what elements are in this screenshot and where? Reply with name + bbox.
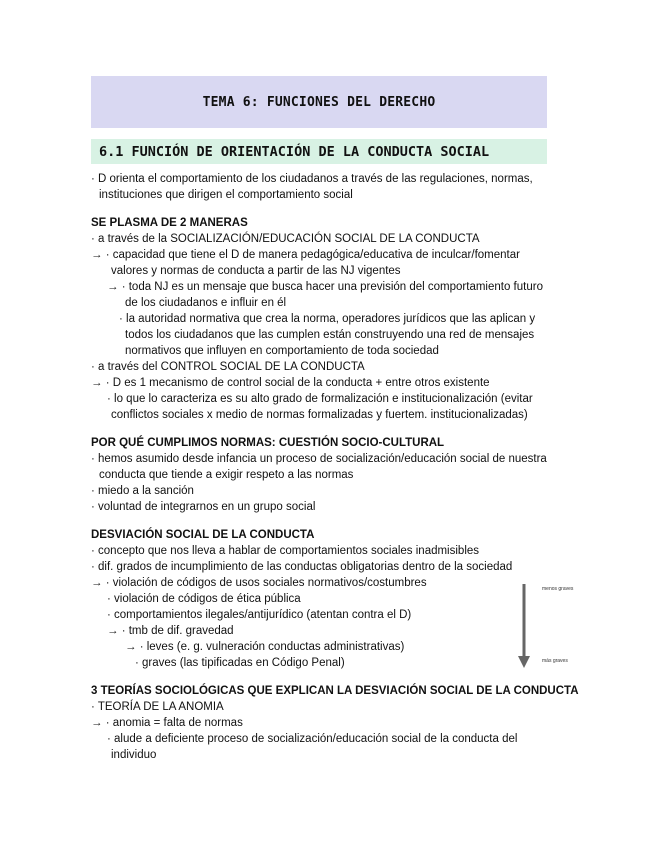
text-line: de los ciudadanos e influir en él — [125, 297, 287, 309]
arrow-icon: → — [91, 577, 103, 589]
arrow-icon: → — [91, 717, 103, 729]
text-line: conducta que tiende a exigir respeto a las normas — [99, 469, 354, 481]
document-body — [91, 171, 579, 763]
severity-label-high: más graves — [542, 658, 568, 664]
heading-deviation: DESVIACIÓN SOCIAL DE LA CONDUCTA — [91, 529, 315, 541]
text-line: → · violación de códigos de usos sociales normativos/costumbres — [91, 577, 427, 589]
text-line: · a través de la SOCIALIZACIÓN/EDUCACIÓN SOCIAL DE LA CONDUCTA — [91, 233, 480, 245]
text-line: → · capacidad que tiene el D de manera pedagógica/educativa de inculcar/fomentar — [91, 249, 520, 261]
text-line: · voluntad de integrarnos en un grupo social — [91, 501, 316, 513]
heading-ways: SE PLASMA DE 2 MANERAS — [91, 217, 248, 229]
text-line: · dif. grados de incumplimiento de las conductas obligatorias dentro de la sociedad — [91, 561, 513, 573]
heading-theories: 3 TEORÍAS SOCIOLÓGICAS QUE EXPLICAN LA DESVIACIÓN SOCIAL DE LA CONDUCTA — [91, 685, 579, 697]
text-line: · D orienta el comportamiento de los ciudadanos a través de las regulaciones, normas, — [91, 173, 533, 185]
title-banner — [91, 76, 547, 128]
text-line: · violación de códigos de ética pública — [107, 593, 301, 605]
arrow-icon: → — [91, 249, 103, 261]
page-title: TEMA 6: FUNCIONES DEL DERECHO — [202, 94, 436, 110]
section-banner — [91, 139, 547, 164]
text-line: conflictos sociales x medio de normas formalizadas y fuertem. institucionalizadas) — [111, 409, 528, 421]
text-line: · comportamientos ilegales/antijurídico (atentan contra el D) — [107, 609, 412, 621]
text-line: → · anomia = falta de normas — [91, 717, 243, 729]
text-line: · la autoridad normativa que crea la norma, operadores jurídicos que las aplican y — [119, 313, 536, 325]
arrow-icon: → — [91, 377, 103, 389]
text-line: · TEORÍA DE LA ANOMIA — [91, 701, 224, 713]
text-line: → · D es 1 mecanismo de control social de la conducta + entre otros existente — [91, 377, 490, 389]
text-line: · hemos asumido desde infancia un proceso de socialización/educación social de nuestra — [91, 453, 547, 465]
text-line: → · toda NJ es un mensaje que busca hacer una previsión del comportamiento futuro — [107, 281, 543, 293]
text-line: · graves (las tipificadas en Código Penal) — [135, 657, 345, 669]
arrow-icon: → — [107, 281, 119, 293]
section-title: 6.1 FUNCIÓN DE ORIENTACIÓN DE LA CONDUCTA SOCIAL — [99, 143, 490, 160]
text-line: · alude a deficiente proceso de socialización/educación social de la conducta del — [107, 733, 518, 745]
text-line: normativos que influyen en comportamiento de toda sociedad — [125, 345, 439, 357]
text-line: · a través del CONTROL SOCIAL DE LA CONDUCTA — [91, 361, 365, 373]
arrow-icon: → — [125, 641, 137, 653]
severity-label-low: menos graves — [542, 586, 574, 592]
text-line: → · tmb de dif. gravedad — [107, 625, 234, 637]
text-line: todos los ciudadanos que las cumplen están construyendo una red de mensajes — [125, 329, 535, 341]
arrow-icon: → — [107, 625, 119, 637]
text-line: · miedo a la sanción — [91, 485, 194, 497]
text-line: → · leves (e. g. vulneración conductas administrativas) — [125, 641, 405, 653]
down-arrow-icon — [518, 584, 530, 668]
text-line: · concepto que nos lleva a hablar de comportamientos sociales inadmisibles — [91, 545, 480, 557]
text-line: individuo — [111, 749, 157, 761]
text-line: valores y normas de conducta a partir de las NJ vigentes — [111, 265, 401, 277]
heading-why: POR QUÉ CUMPLIMOS NORMAS: CUESTIÓN SOCIO-CULTURAL — [91, 437, 445, 449]
text-line: · lo que lo caracteriza es su alto grado de formalización e institucionalización (evitar — [107, 393, 533, 405]
text-line: instituciones que dirigen el comportamiento social — [99, 189, 353, 201]
